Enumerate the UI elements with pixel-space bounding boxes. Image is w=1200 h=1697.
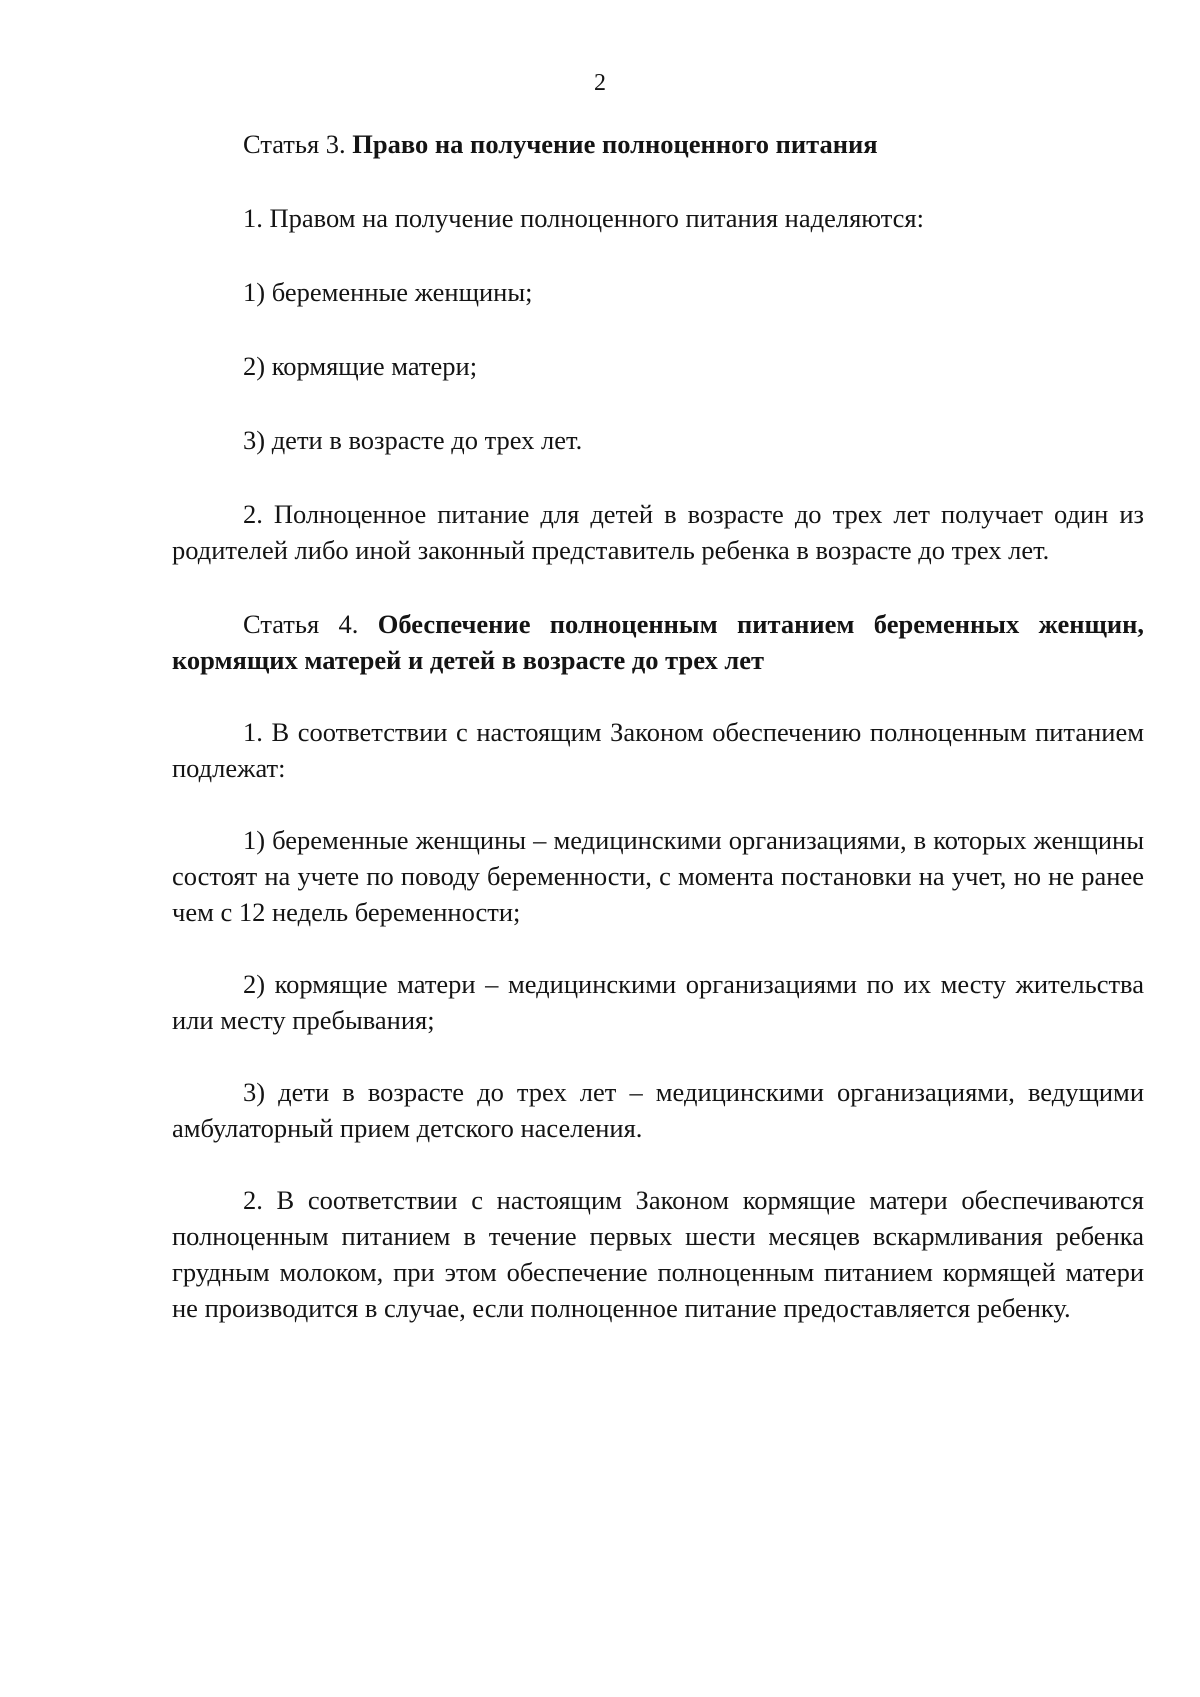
- article-3-item-2: 2) кормящие матери;: [243, 351, 478, 381]
- page-number: 2: [594, 70, 606, 96]
- document-body: [172, 126, 1144, 1326]
- article-4-title: Обеспечение полноценным питанием беременных женщин, кормящих матерей и детей в возрасте до трех лет: [172, 609, 1145, 675]
- article-4-item-1: 1) беременные женщины – медицинскими организациями, в которых женщины состоят на учете по поводу беременности, с момента постановки на учет, но не ранее чем с 12 недель беременности;: [172, 825, 1144, 927]
- article-4-paragraph-1: 1. В соответствии с настоящим Законом обеспечению полноценным питанием подлежат:: [172, 717, 1144, 783]
- article-3-title: Право на получение полноценного питания: [352, 129, 878, 159]
- article-4-paragraph-2: 2. В соответствии с настоящим Законом кормящие матери обеспечиваются полноценным питанием в течение первых шести месяцев вскармливания ребенка грудным молоком, при этом обеспечение полноценным питанием кормящей матери не производится в случае, если полноценное питание предоставляется ребенку.: [172, 1185, 1144, 1323]
- article-4-heading: [172, 606, 1144, 678]
- article-4-item-2: 2) кормящие матери – медицинскими организациями по их месту жительства или месту пребывания;: [172, 969, 1144, 1035]
- article-3-heading: [172, 126, 1144, 162]
- article-3-paragraph-1: 1. Правом на получение полноценного питания наделяются:: [243, 203, 924, 233]
- article-3-item-3: 3) дети в возрасте до трех лет.: [243, 425, 583, 455]
- article-3-paragraph-2: 2. Полноценное питание для детей в возрасте до трех лет получает один из родителей либо иной законный представитель ребенка в возрасте до трех лет.: [172, 499, 1144, 565]
- article-4-label: Статья 4.: [243, 609, 359, 639]
- article-4-item-3: 3) дети в возрасте до трех лет – медицинскими организациями, ведущими амбулаторный прием детского населения.: [172, 1077, 1144, 1143]
- article-3-item-1: 1) беременные женщины;: [243, 277, 533, 307]
- article-3-label: Статья 3.: [243, 129, 346, 159]
